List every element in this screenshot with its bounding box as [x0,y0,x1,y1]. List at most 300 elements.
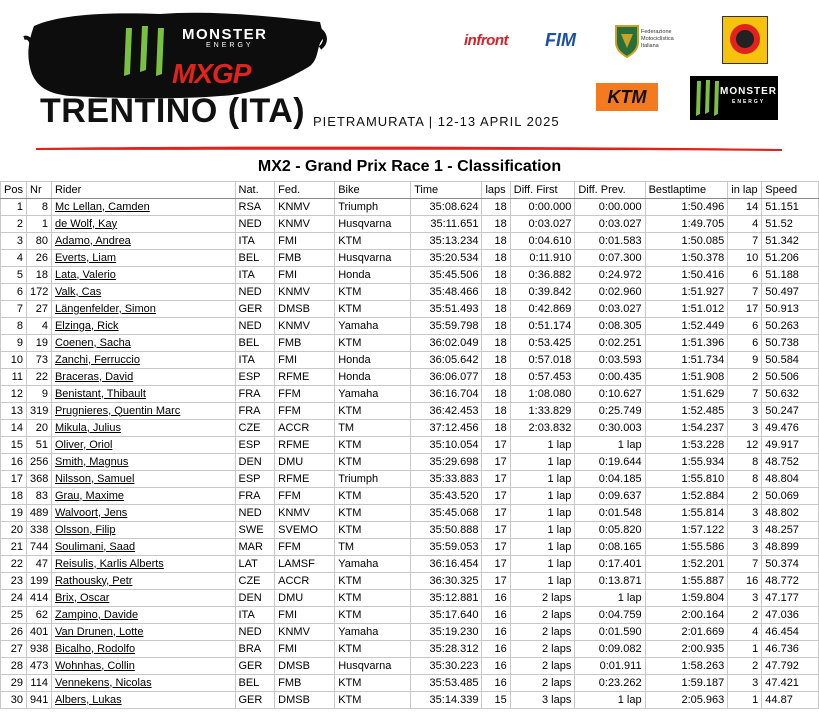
cell-fed: FFM [275,386,335,403]
cell-nat: SWE [235,522,275,539]
cell-fed: DMSB [275,692,335,709]
cell-time: 35:13.234 [411,233,482,250]
cell-laps: 15 [482,692,510,709]
cell-best-lap: 1:51.927 [645,284,728,301]
red-divider [36,145,782,151]
cell-rider[interactable]: Zanchi, Ferruccio [51,352,235,369]
cell-nat: ITA [235,607,275,624]
cell-in-lap: 1 [728,641,762,658]
cell-diff-prev: 0:09.637 [575,488,645,505]
table-body [1,199,819,709]
cell-speed: 50.069 [762,488,819,505]
table-row [1,624,819,641]
cell-rider[interactable]: Valk, Cas [51,284,235,301]
cell-speed: 49.476 [762,420,819,437]
cell-best-lap: 1:52.485 [645,403,728,420]
cell-laps: 17 [482,454,510,471]
badge-emblem-icon [723,17,767,63]
cell-bike: KTM [335,573,411,590]
cell-diff-prev: 0:08.165 [575,539,645,556]
cell-diff-first: 1 lap [510,522,575,539]
cell-diff-prev: 0:01.583 [575,233,645,250]
cell-rider[interactable]: Grau, Maxime [51,488,235,505]
cell-in-lap: 2 [728,658,762,675]
cell-pos: 19 [1,505,27,522]
cell-rider[interactable]: Mikula, Julius [51,420,235,437]
cell-time: 36:06.077 [411,369,482,386]
cell-in-lap: 3 [728,403,762,420]
cell-rider[interactable]: Brix, Oscar [51,590,235,607]
cell-time: 35:30.223 [411,658,482,675]
event-title: TRENTINO (ITA) [40,92,306,130]
cell-time: 35:33.883 [411,471,482,488]
cell-bike: KTM [335,301,411,318]
cell-nat: ESP [235,369,275,386]
cell-diff-first: 2 laps [510,641,575,658]
cell-laps: 18 [482,420,510,437]
cell-nat: GER [235,692,275,709]
cell-diff-first: 1 lap [510,573,575,590]
cell-pos: 30 [1,692,27,709]
cell-bike: KTM [335,335,411,352]
cell-diff-first: 0:57.018 [510,352,575,369]
cell-fed: DMSB [275,301,335,318]
cell-fed: RFME [275,369,335,386]
cell-time: 35:17.640 [411,607,482,624]
cell-time: 35:29.698 [411,454,482,471]
cell-in-lap: 8 [728,471,762,488]
cell-nr: 4 [27,318,52,335]
cell-nat: ESP [235,437,275,454]
cell-laps: 18 [482,199,510,216]
cell-rider[interactable]: Braceras, David [51,369,235,386]
cell-pos: 16 [1,454,27,471]
cell-bike: Honda [335,369,411,386]
cell-diff-prev: 0:00.435 [575,369,645,386]
cell-nr: 73 [27,352,52,369]
cell-best-lap: 1:59.187 [645,675,728,692]
table-row [1,556,819,573]
cell-bike: TM [335,539,411,556]
cell-fed: RFME [275,471,335,488]
cell-rider[interactable]: Olsson, Filip [51,522,235,539]
cell-best-lap: 1:50.416 [645,267,728,284]
cell-fed: KNMV [275,505,335,522]
cell-rider[interactable]: Smith, Magnus [51,454,235,471]
cell-nr: 172 [27,284,52,301]
cell-fed: FFM [275,539,335,556]
cell-best-lap: 1:55.810 [645,471,728,488]
cell-rider[interactable]: Zampino, Davide [51,607,235,624]
cell-diff-prev: 0:03.027 [575,216,645,233]
cell-bike: Husqvarna [335,216,411,233]
cell-bike: KTM [335,284,411,301]
cell-laps: 18 [482,352,510,369]
table-row [1,471,819,488]
cell-fed: KNMV [275,199,335,216]
cell-time: 35:11.651 [411,216,482,233]
cell-diff-prev: 0:04.759 [575,607,645,624]
column-header-diff-first: Diff. First [510,182,575,199]
sponsor-fmi-logo [614,24,684,62]
cell-laps: 18 [482,233,510,250]
table-row [1,420,819,437]
cell-in-lap: 14 [728,199,762,216]
column-header-time: Time [411,182,482,199]
cell-speed: 50.738 [762,335,819,352]
cell-rider[interactable]: Everts, Liam [51,250,235,267]
monster-small-wordmark: MONSTER [720,86,777,97]
fmi-shield-icon [614,24,640,58]
cell-bike: Triumph [335,471,411,488]
energy-wordmark: ENERGY [206,42,254,49]
cell-laps: 18 [482,335,510,352]
cell-fed: FMI [275,607,335,624]
cell-in-lap: 2 [728,607,762,624]
cell-nat: MAR [235,539,275,556]
cell-best-lap: 1:51.908 [645,369,728,386]
cell-nr: 19 [27,335,52,352]
cell-nr: 27 [27,301,52,318]
cell-in-lap: 6 [728,318,762,335]
cell-nat: ITA [235,267,275,284]
cell-nr: 9 [27,386,52,403]
cell-in-lap: 3 [728,522,762,539]
cell-laps: 16 [482,675,510,692]
cell-speed: 50.374 [762,556,819,573]
cell-rider[interactable]: Coenen, Sacha [51,335,235,352]
cell-time: 35:20.534 [411,250,482,267]
cell-diff-first: 1:33.829 [510,403,575,420]
cell-fed: DMU [275,454,335,471]
cell-fed: FMB [275,335,335,352]
cell-in-lap: 7 [728,233,762,250]
cell-nr: 414 [27,590,52,607]
cell-speed: 48.257 [762,522,819,539]
cell-bike: KTM [335,675,411,692]
cell-diff-first: 2 laps [510,590,575,607]
table-header-row [1,182,819,199]
cell-pos: 27 [1,641,27,658]
cell-diff-prev: 0:17.401 [575,556,645,573]
cell-nr: 401 [27,624,52,641]
cell-nat: FRA [235,488,275,505]
cell-time: 35:45.068 [411,505,482,522]
cell-diff-first: 2 laps [510,658,575,675]
sponsor-monster-logo [690,76,778,120]
cell-rider[interactable]: Rathousky, Petr [51,573,235,590]
cell-diff-prev: 0:13.871 [575,573,645,590]
cell-pos: 17 [1,471,27,488]
cell-best-lap: 1:57.122 [645,522,728,539]
cell-nr: 62 [27,607,52,624]
cell-rider[interactable]: Walvoort, Jens [51,505,235,522]
cell-best-lap: 1:50.378 [645,250,728,267]
cell-nr: 319 [27,403,52,420]
cell-rider[interactable]: Längenfelder, Simon [51,301,235,318]
cell-fed: FFM [275,403,335,420]
cell-speed: 49.917 [762,437,819,454]
cell-diff-prev: 0:01.911 [575,658,645,675]
column-header-in-lap: in lap [728,182,762,199]
cell-nat: ITA [235,233,275,250]
cell-bike: TM [335,420,411,437]
table-row [1,369,819,386]
cell-nat: NED [235,505,275,522]
table-row [1,573,819,590]
cell-best-lap: 1:59.804 [645,590,728,607]
cell-bike: KTM [335,233,411,250]
cell-speed: 48.752 [762,454,819,471]
cell-in-lap: 1 [728,692,762,709]
cell-diff-first: 0:42.869 [510,301,575,318]
table-row [1,692,819,709]
cell-nr: 47 [27,556,52,573]
table-row [1,641,819,658]
cell-pos: 5 [1,267,27,284]
cell-nr: 26 [27,250,52,267]
cell-speed: 51.342 [762,233,819,250]
cell-laps: 16 [482,658,510,675]
cell-rider[interactable]: Vennekens, Nicolas [51,675,235,692]
cell-rider[interactable]: Van Drunen, Lotte [51,624,235,641]
cell-nr: 744 [27,539,52,556]
cell-nr: 938 [27,641,52,658]
cell-laps: 17 [482,471,510,488]
cell-fed: ACCR [275,573,335,590]
table-row [1,267,819,284]
mxgp-gp: GP [212,58,251,89]
cell-diff-prev: 0:07.300 [575,250,645,267]
cell-rider[interactable]: Lata, Valerio [51,267,235,284]
cell-pos: 29 [1,675,27,692]
cell-diff-first: 1 lap [510,471,575,488]
column-header-laps: laps [482,182,510,199]
cell-fed: FMB [275,675,335,692]
cell-fed: LAMSF [275,556,335,573]
cell-fed: SVEMO [275,522,335,539]
header [0,0,819,158]
cell-fed: DMSB [275,658,335,675]
table-row [1,301,819,318]
cell-bike: KTM [335,454,411,471]
cell-nr: 83 [27,488,52,505]
cell-rider[interactable]: Albers, Lukas [51,692,235,709]
cell-nat: LAT [235,556,275,573]
table-row [1,454,819,471]
cell-time: 35:43.520 [411,488,482,505]
column-header-rider: Rider [51,182,235,199]
monster-claw-icon [120,24,170,79]
cell-speed: 44.87 [762,692,819,709]
cell-nr: 1 [27,216,52,233]
cell-in-lap: 7 [728,284,762,301]
cell-diff-prev: 1 lap [575,692,645,709]
cell-in-lap: 9 [728,352,762,369]
cell-diff-prev: 0:09.082 [575,641,645,658]
cell-rider[interactable]: Nilsson, Samuel [51,471,235,488]
cell-pos: 28 [1,658,27,675]
cell-diff-prev: 0:10.627 [575,386,645,403]
cell-nat: FRA [235,403,275,420]
table-row [1,216,819,233]
cell-diff-first: 1 lap [510,505,575,522]
cell-in-lap: 12 [728,437,762,454]
cell-best-lap: 1:58.263 [645,658,728,675]
cell-time: 35:59.053 [411,539,482,556]
cell-diff-prev: 0:02.251 [575,335,645,352]
cell-best-lap: 1:53.228 [645,437,728,454]
cell-bike: KTM [335,505,411,522]
cell-best-lap: 2:00.164 [645,607,728,624]
cell-fed: FFM [275,488,335,505]
cell-time: 35:12.881 [411,590,482,607]
table-row [1,233,819,250]
cell-rider[interactable]: Soulimani, Saad [51,539,235,556]
cell-time: 36:05.642 [411,352,482,369]
cell-diff-first: 1 lap [510,437,575,454]
cell-diff-first: 3 laps [510,692,575,709]
cell-best-lap: 1:52.201 [645,556,728,573]
cell-pos: 1 [1,199,27,216]
cell-diff-prev: 0:03.027 [575,301,645,318]
cell-pos: 25 [1,607,27,624]
cell-best-lap: 1:51.734 [645,352,728,369]
cell-nat: ESP [235,471,275,488]
cell-rider[interactable]: de Wolf, Kay [51,216,235,233]
cell-rider[interactable]: Bicalho, Rodolfo [51,641,235,658]
cell-pos: 7 [1,301,27,318]
cell-nat: GER [235,658,275,675]
cell-bike: Yamaha [335,624,411,641]
cell-speed: 51.52 [762,216,819,233]
cell-diff-prev: 0:01.590 [575,624,645,641]
cell-diff-first: 1 lap [510,454,575,471]
cell-laps: 17 [482,505,510,522]
cell-best-lap: 2:05.963 [645,692,728,709]
cell-speed: 50.247 [762,403,819,420]
cell-laps: 18 [482,250,510,267]
table-row [1,386,819,403]
cell-time: 35:19.230 [411,624,482,641]
cell-diff-prev: 0:30.003 [575,420,645,437]
cell-best-lap: 1:52.884 [645,488,728,505]
monster-claw-small-icon [694,78,722,118]
table-row [1,318,819,335]
cell-in-lap: 7 [728,386,762,403]
cell-laps: 18 [482,386,510,403]
cell-nr: 199 [27,573,52,590]
table-row [1,675,819,692]
table-row [1,505,819,522]
column-header-diff-prev: Diff. Prev. [575,182,645,199]
cell-bike: KTM [335,641,411,658]
cell-in-lap: 4 [728,624,762,641]
cell-speed: 47.036 [762,607,819,624]
cell-pos: 2 [1,216,27,233]
cell-diff-first: 0:36.882 [510,267,575,284]
cell-nat: FRA [235,386,275,403]
cell-diff-prev: 0:01.548 [575,505,645,522]
cell-rider[interactable]: Reisulis, Karlis Alberts [51,556,235,573]
column-header-nat: Nat. [235,182,275,199]
cell-speed: 51.206 [762,250,819,267]
cell-rider[interactable]: Wohnhas, Collin [51,658,235,675]
cell-best-lap: 2:00.935 [645,641,728,658]
cell-diff-prev: 0:19.644 [575,454,645,471]
cell-fed: FMI [275,233,335,250]
cell-nr: 114 [27,675,52,692]
cell-rider[interactable]: Elzinga, Rick [51,318,235,335]
cell-fed: KNMV [275,284,335,301]
cell-time: 35:59.798 [411,318,482,335]
cell-in-lap: 2 [728,369,762,386]
cell-best-lap: 1:50.085 [645,233,728,250]
cell-fed: DMU [275,590,335,607]
cell-best-lap: 2:01.669 [645,624,728,641]
cell-best-lap: 1:51.629 [645,386,728,403]
cell-nr: 338 [27,522,52,539]
cell-diff-first: 0:57.453 [510,369,575,386]
column-header-fed: Fed. [275,182,335,199]
cell-in-lap: 3 [728,590,762,607]
cell-speed: 50.632 [762,386,819,403]
cell-fed: FMB [275,250,335,267]
monster-wordmark: MONSTER [182,26,268,43]
cell-nr: 80 [27,233,52,250]
cell-nr: 51 [27,437,52,454]
cell-nr: 20 [27,420,52,437]
cell-diff-first: 1:08.080 [510,386,575,403]
cell-diff-prev: 0:02.960 [575,284,645,301]
cell-time: 35:48.466 [411,284,482,301]
cell-fed: FMI [275,267,335,284]
cell-laps: 16 [482,607,510,624]
cell-rider[interactable]: Prugnieres, Quentin Marc [51,403,235,420]
table-row [1,352,819,369]
cell-bike: Yamaha [335,386,411,403]
cell-in-lap: 7 [728,556,762,573]
cell-best-lap: 1:55.887 [645,573,728,590]
cell-laps: 18 [482,301,510,318]
cell-rider[interactable]: Mc Lellan, Camden [51,199,235,216]
table-row [1,539,819,556]
cell-nat: CZE [235,573,275,590]
table-row [1,658,819,675]
cell-diff-first: 1 lap [510,539,575,556]
cell-time: 36:02.049 [411,335,482,352]
cell-in-lap: 16 [728,573,762,590]
cell-laps: 17 [482,556,510,573]
cell-rider[interactable]: Benistant, Thibault [51,386,235,403]
mxgp-logo [172,58,250,90]
cell-best-lap: 1:51.396 [645,335,728,352]
cell-bike: Yamaha [335,318,411,335]
cell-in-lap: 3 [728,420,762,437]
cell-laps: 18 [482,216,510,233]
cell-pos: 23 [1,573,27,590]
cell-in-lap: 8 [728,454,762,471]
cell-diff-first: 1 lap [510,488,575,505]
cell-bike: KTM [335,488,411,505]
sponsor-fim-logo: FIM [545,30,576,50]
cell-diff-first: 0:03.027 [510,216,575,233]
cell-nat: NED [235,216,275,233]
cell-rider[interactable]: Adamo, Andrea [51,233,235,250]
cell-bike: Yamaha [335,556,411,573]
cell-rider[interactable]: Oliver, Oriol [51,437,235,454]
cell-time: 35:51.493 [411,301,482,318]
